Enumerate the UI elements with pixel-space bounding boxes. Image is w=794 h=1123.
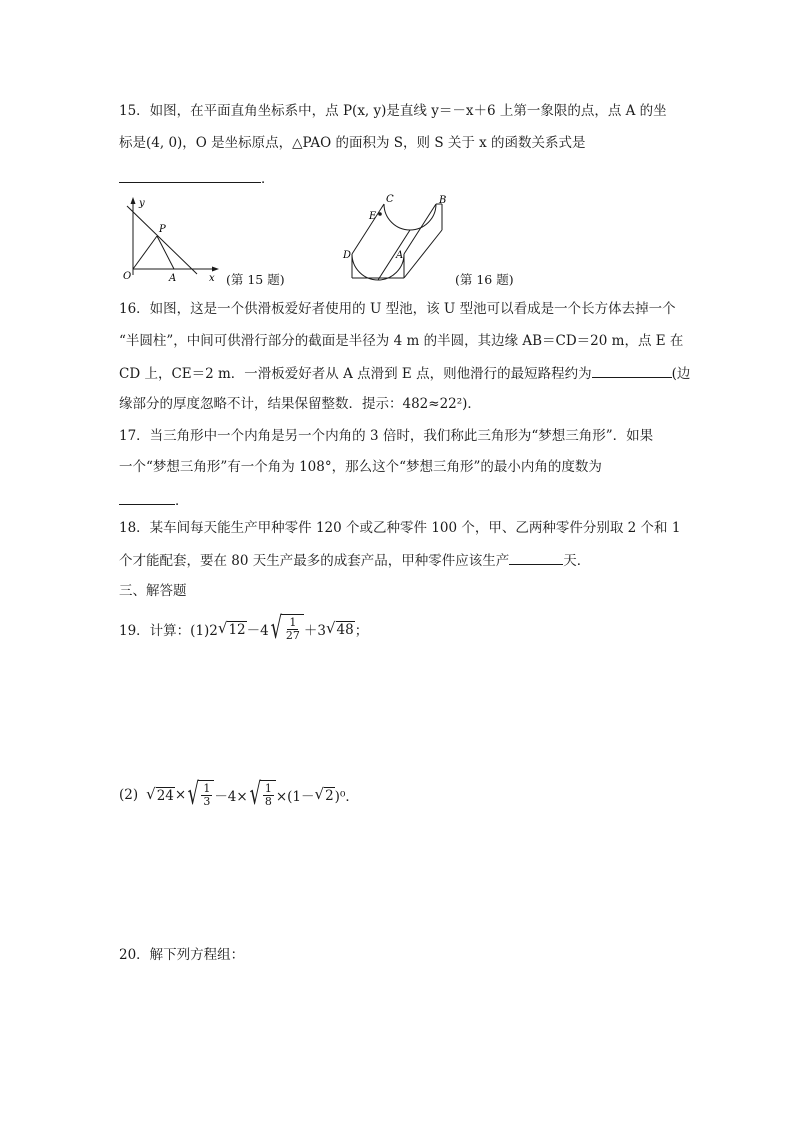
q15-y-label: y	[139, 198, 145, 209]
q15-line-2: 标是(4, 0)，O 是坐标原点，△PAO 的面积为 S，则 S 关于 x 的函数关系式是	[119, 135, 586, 151]
sqrt-frac-1-8: √ $\frac{1}{8}$	[248, 780, 276, 810]
q16-label-b: B	[439, 195, 447, 206]
q17-period: ．	[175, 493, 189, 509]
q17-line-3	[119, 490, 189, 511]
q17-line-2: 一个“梦想三角形”有一个角为 108°，那么这个“梦想三角形”的最小内角的度数为	[119, 459, 602, 475]
q19-plus3: ＋3	[303, 623, 326, 639]
q19-part1	[119, 610, 368, 648]
q18-line-2-tail: 天．	[563, 553, 591, 569]
q19-label: 19．计算：(1)2	[119, 623, 218, 639]
q16-answer-blank[interactable]	[592, 363, 672, 378]
q15-period: ．	[261, 171, 275, 187]
q15-point-p: P	[159, 224, 166, 235]
q19-part2	[119, 776, 359, 814]
q18-answer-blank[interactable]	[509, 550, 563, 565]
q16-label-e: E	[369, 211, 377, 222]
sqrt-frac-1-27: √ $\frac{1}{27}$	[269, 614, 304, 644]
q16-label-c: C	[386, 194, 394, 205]
q16-figure	[338, 192, 458, 286]
q16-line-3-tail: (边	[671, 366, 691, 382]
sqrt-2: √ 2	[314, 784, 334, 804]
section-title: 三、解答题	[119, 583, 187, 599]
q15-origin-label: O	[123, 271, 132, 282]
q16-label-d: D	[343, 250, 352, 261]
q19-end: )⁰．	[334, 789, 359, 805]
q16-label-a: A	[396, 250, 404, 261]
q16-line-4: 缘部分的厚度忽略不计，结果保留整数．提示：482≈22²)．	[119, 396, 481, 412]
q16-line-1: 16．如图，这是一个供滑板爱好者使用的 U 型池，该 U 型池可以看成是一个长方体去掉一个	[119, 301, 676, 317]
q17-answer-blank[interactable]	[119, 490, 175, 505]
q19-minus4: －4	[246, 623, 269, 639]
q18-line-2-text: 个才能配套，要在 80 天生产最多的成套产品，甲种零件应该生产	[119, 553, 510, 569]
q15-answer-blank[interactable]	[119, 168, 261, 183]
sqrt-48: √ 48	[325, 618, 354, 638]
q19-part2-label: (2)	[119, 787, 139, 803]
q17-line-1: 17．当三角形中一个内角是另一个内角的 3 倍时，我们称此三角形为“梦想三角形”．如果	[119, 428, 654, 444]
q19-times: ×	[174, 787, 187, 803]
q15-line-1: 15．如图，在平面直角坐标系中，点 P(x, y)是直线 y＝－x＋6 上第一象限的点，点 A 的坐	[119, 103, 667, 119]
q15-x-label: x	[209, 273, 215, 284]
q15-point-a: A	[169, 273, 177, 284]
sqrt-12: √ 12	[217, 618, 246, 638]
q16-line-2: “半圆柱”，中间可供滑行部分的截面是半径为 4 m 的半圆，其边缘 AB＝CD＝20 m，点 E 在	[119, 333, 684, 349]
q18-line-1: 18．某车间每天能生产甲种零件 120 个或乙种零件 100 个，甲、乙两种零件分别取 2 个和 1	[119, 520, 681, 536]
q18-line-2	[119, 550, 590, 571]
sqrt-24: √ 24	[146, 784, 174, 804]
sqrt-frac-1-3: √ $\frac{1}{3}$	[186, 780, 214, 810]
q16-line-3	[119, 363, 690, 384]
q19-semicolon: ；	[354, 623, 369, 639]
q15-figure	[119, 195, 224, 287]
q20-text: 20．解下列方程组：	[119, 947, 245, 963]
q15-line-3	[119, 168, 275, 189]
q15-caption: (第 15 题)	[226, 272, 285, 287]
q19-times-paren: ×(1－	[275, 789, 315, 805]
q16-caption: (第 16 题)	[455, 272, 514, 287]
q16-line-3-text: CD 上，CE＝2 m．一滑板爱好者从 A 点滑到 E 点，则他滑行的最短路程约为	[119, 366, 592, 382]
q19-minus4-times: －4×	[214, 789, 248, 805]
